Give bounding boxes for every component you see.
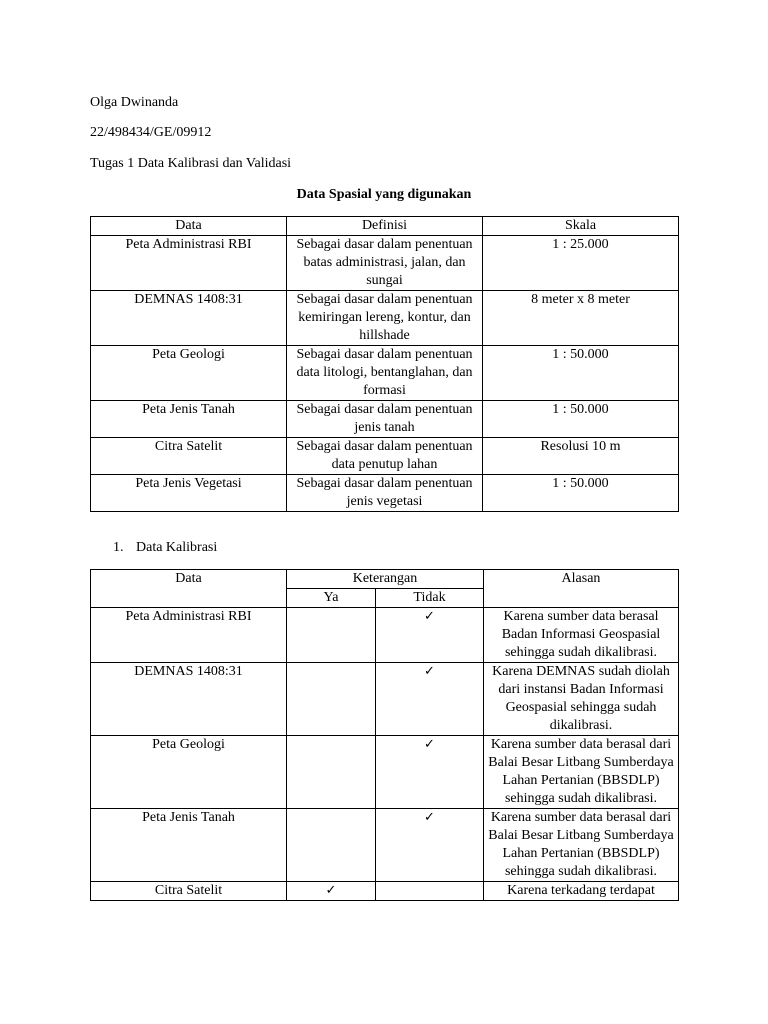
table-row [91,663,679,736]
cell-data: Peta Jenis Tanah [91,401,287,438]
table-header-row [91,217,679,236]
cell-ya [287,663,376,736]
cell-data: Peta Geologi [91,736,287,809]
check-icon: ✓ [376,663,484,736]
cell-data: Citra Satelit [91,438,287,475]
spatial-data-table [90,216,679,512]
table-row [91,608,679,663]
column-header-alasan: Alasan [484,570,679,608]
list-label: Data Kalibrasi [136,540,218,555]
table-row [91,236,679,291]
check-icon: ✓ [376,736,484,809]
table-header-row [91,570,679,589]
author-name: Olga Dwinanda [90,95,179,110]
check-icon: ✓ [376,809,484,882]
check-icon: ✓ [287,882,376,901]
cell-ya [287,736,376,809]
cell-data: Peta Administrasi RBI [91,608,287,663]
student-id: 22/498434/GE/09912 [90,125,212,140]
cell-alasan: Karena terkadang terdapat [484,882,679,901]
table-row [91,475,679,512]
table-row [91,736,679,809]
cell-data: DEMNAS 1408:31 [91,663,287,736]
list-number: 1. [113,540,124,555]
cell-data: DEMNAS 1408:31 [91,291,287,346]
cell-alasan: Karena sumber data berasal dari Balai Besar Litbang Sumberdaya Lahan Pertanian (BBSDLP) sehingga sudah dikalibrasi. [484,809,679,882]
cell-skala: 1 : 50.000 [483,346,679,401]
list-item-data-kalibrasi [113,539,217,557]
cell-alasan: Karena sumber data berasal Badan Informasi Geospasial sehingga sudah dikalibrasi. [484,608,679,663]
column-header-keterangan: Keterangan [287,570,484,589]
cell-definisi: Sebagai dasar dalam penentuan data litologi, bentanglahan, dan formasi [287,346,483,401]
column-header-ya: Ya [287,589,376,608]
table-row [91,401,679,438]
column-header-definisi: Definisi [287,217,483,236]
cell-ya [287,608,376,663]
cell-definisi: Sebagai dasar dalam penentuan jenis tanah [287,401,483,438]
table-row [91,882,679,901]
cell-alasan: Karena DEMNAS sudah diolah dari instansi Badan Informasi Geospasial sehingga sudah dikalibrasi. [484,663,679,736]
cell-skala: 1 : 25.000 [483,236,679,291]
cell-definisi: Sebagai dasar dalam penentuan batas administrasi, jalan, dan sungai [287,236,483,291]
calibration-table [90,569,679,901]
column-header-tidak: Tidak [376,589,484,608]
cell-skala: 8 meter x 8 meter [483,291,679,346]
cell-ya [287,809,376,882]
table-row [91,809,679,882]
cell-skala: 1 : 50.000 [483,401,679,438]
cell-alasan: Karena sumber data berasal dari Balai Besar Litbang Sumberdaya Lahan Pertanian (BBSDLP) sehingga sudah dikalibrasi. [484,736,679,809]
cell-definisi: Sebagai dasar dalam penentuan jenis vegetasi [287,475,483,512]
cell-data: Peta Geologi [91,346,287,401]
section-title: Data Spasial yang digunakan [296,187,472,202]
column-header-skala: Skala [483,217,679,236]
cell-data: Peta Jenis Tanah [91,809,287,882]
column-header-data: Data [91,570,287,608]
cell-definisi: Sebagai dasar dalam penentuan kemiringan lereng, kontur, dan hillshade [287,291,483,346]
assignment-title: Tugas 1 Data Kalibrasi dan Validasi [90,156,292,171]
check-icon: ✓ [376,608,484,663]
cell-skala: Resolusi 10 m [483,438,679,475]
cell-definisi: Sebagai dasar dalam penentuan data penutup lahan [287,438,483,475]
table-row [91,291,679,346]
cell-data: Peta Administrasi RBI [91,236,287,291]
table-row [91,346,679,401]
cell-data: Citra Satelit [91,882,287,901]
cell-tidak [376,882,484,901]
table-row [91,438,679,475]
cell-skala: 1 : 50.000 [483,475,679,512]
cell-data: Peta Jenis Vegetasi [91,475,287,512]
column-header-data: Data [91,217,287,236]
